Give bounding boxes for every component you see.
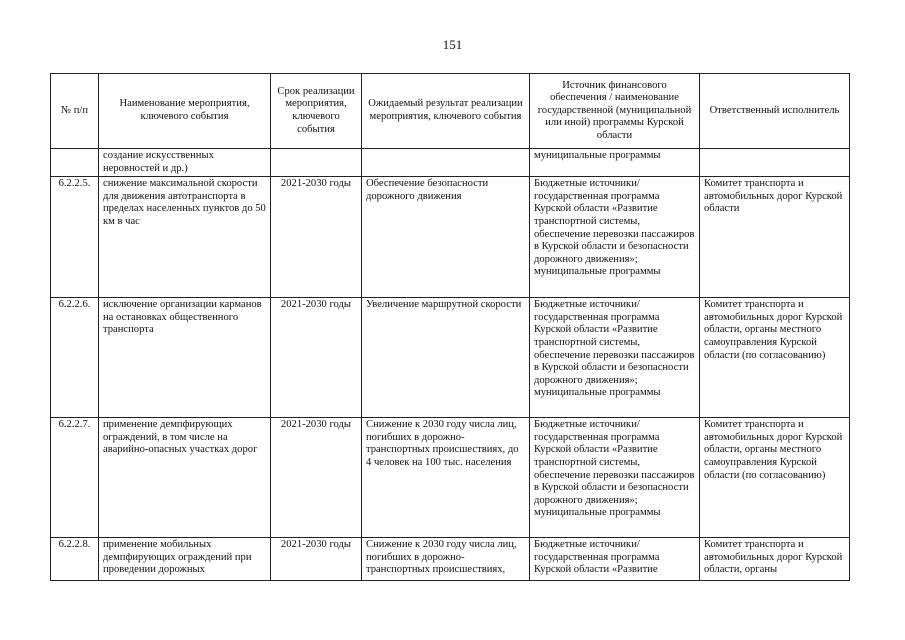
row-executor — [700, 149, 850, 177]
row-period: 2021-2030 годы — [271, 418, 362, 538]
table-header-row — [51, 74, 850, 149]
measures-table — [50, 73, 850, 581]
row-num — [51, 149, 99, 177]
row-num: 6.2.2.7. — [51, 418, 99, 538]
row-period — [271, 149, 362, 177]
header-period: Срок реализации мероприятия, ключевого события — [271, 74, 362, 149]
row-num: 6.2.2.5. — [51, 177, 99, 298]
header-num: № п/п — [51, 74, 99, 149]
row-period: 2021-2030 годы — [271, 298, 362, 418]
row-source: муниципальные программы — [530, 149, 700, 177]
table-row — [51, 177, 850, 298]
row-result: Обеспечение безопасности дорожного движения — [362, 177, 530, 298]
row-executor: Комитет транспорта и автомобильных дорог Курской области, органы — [700, 538, 850, 581]
row-name: исключение организации карманов на остановках общественного транспорта — [99, 298, 271, 418]
row-source: Бюджетные источники/ государственная программа Курской области «Развитие — [530, 538, 700, 581]
row-num: 6.2.2.8. — [51, 538, 99, 581]
row-result — [362, 149, 530, 177]
row-name: применение демпфирующих ограждений, в том числе на аварийно-опасных участках дорог — [99, 418, 271, 538]
header-executor: Ответственный исполнитель — [700, 74, 850, 149]
row-result: Снижение к 2030 году числа лиц, погибших в дорожно-транспортных происшествиях, до 4 человек на 100 тыс. населения — [362, 418, 530, 538]
row-source: Бюджетные источники/ государственная программа Курской области «Развитие транспортной системы, обеспечение перевозки пассажиров в Курской области и безопасности дорожного движения»; муниципальные программы — [530, 177, 700, 298]
table-row — [51, 298, 850, 418]
row-executor: Комитет транспорта и автомобильных дорог Курской области, органы местного самоуправления Курской области (по согласованию) — [700, 418, 850, 538]
page-number: 151 — [442, 37, 463, 52]
row-result: Увеличение маршрутной скорости — [362, 298, 530, 418]
row-period: 2021-2030 годы — [271, 177, 362, 298]
header-result: Ожидаемый результат реализации мероприятия, ключевого события — [362, 74, 530, 149]
row-name: создание искусственных неровностей и др.) — [99, 149, 271, 177]
row-executor: Комитет транспорта и автомобильных дорог Курской области, органы местного самоуправления Курской области (по согласованию) — [700, 298, 850, 418]
row-name: снижение максимальной скорости для движения автотранспорта в пределах населенных пунктов до 50 км в час — [99, 177, 271, 298]
header-source: Источник финансового обеспечения / наименование государственной (муниципальной или иной) программы Курской области — [530, 74, 700, 149]
table-row — [51, 149, 850, 177]
table-row — [51, 538, 850, 581]
row-result: Снижение к 2030 году числа лиц, погибших в дорожно-транспортных происшествиях, — [362, 538, 530, 581]
row-num: 6.2.2.6. — [51, 298, 99, 418]
header-name: Наименование мероприятия, ключевого события — [99, 74, 271, 149]
row-executor: Комитет транспорта и автомобильных дорог Курской области — [700, 177, 850, 298]
row-source: Бюджетные источники/ государственная программа Курской области «Развитие транспортной системы, обеспечение перевозки пассажиров в Курской области и безопасности дорожного движения»; муниципальные программы — [530, 418, 700, 538]
table-row — [51, 418, 850, 538]
row-name: применение мобильных демпфирующих ограждений при проведении дорожных — [99, 538, 271, 581]
row-source: Бюджетные источники/ государственная программа Курской области «Развитие транспортной системы, обеспечение перевозки пассажиров в Курской области и безопасности дорожного движения»; муниципальные программы — [530, 298, 700, 418]
row-period: 2021-2030 годы — [271, 538, 362, 581]
